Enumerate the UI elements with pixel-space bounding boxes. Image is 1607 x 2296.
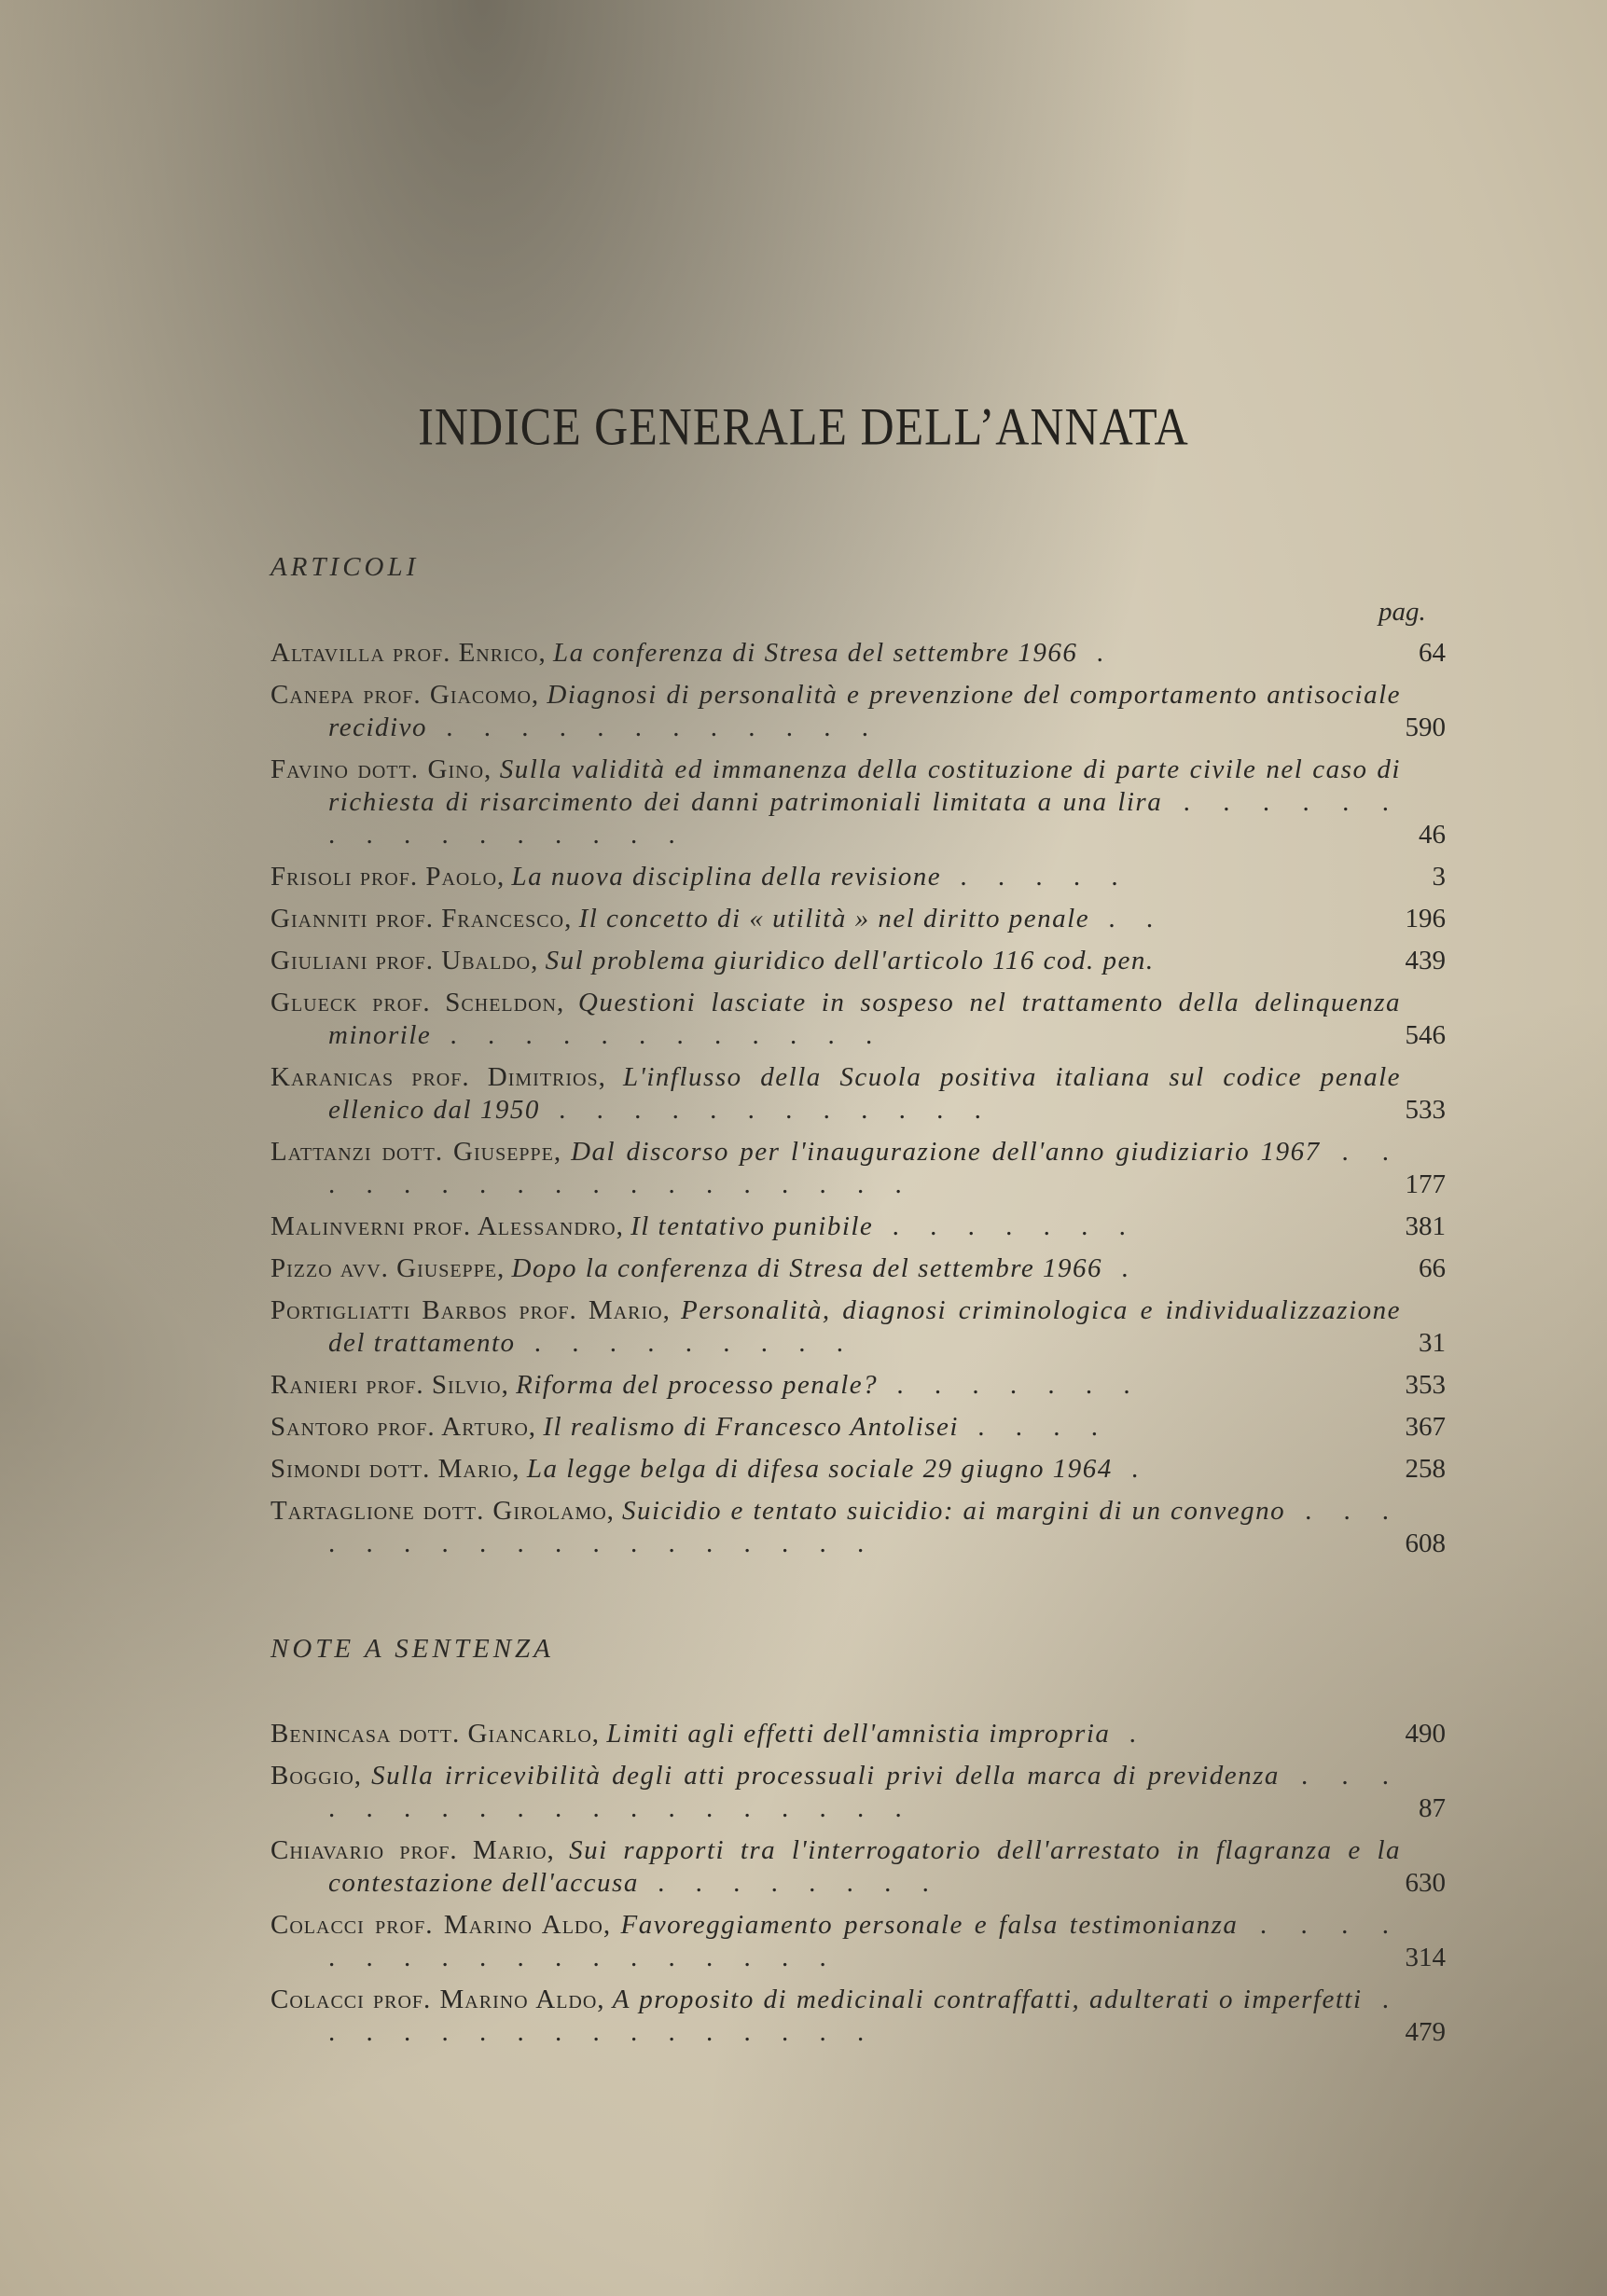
entry-page-number: 66: [1419, 1253, 1446, 1283]
entry-text: [270, 987, 1401, 1052]
entry-page-number: 608: [1405, 1528, 1446, 1558]
entry-text: [270, 1294, 1401, 1360]
leader-dots: . . . . . . . . . . . . . . . . . .: [328, 1137, 1402, 1199]
entry-author: Portigliatti Barbos prof. Mario,: [270, 1295, 671, 1325]
entry-text: [270, 637, 1401, 670]
leader-dots: . . . . . . .: [873, 1211, 1138, 1241]
entry-page-number: 490: [1405, 1719, 1446, 1749]
entry-page-number: 533: [1405, 1095, 1446, 1125]
note-a-sentenza-list: [270, 1718, 1446, 2058]
entry-author: Giuliani prof. Ubaldo,: [270, 946, 539, 975]
index-entry: [270, 945, 1446, 977]
entry-text: [270, 1411, 1401, 1444]
entry-page-number: 353: [1405, 1370, 1446, 1400]
entry-text: [270, 1984, 1401, 2049]
leader-dots: . . . . . . .: [878, 1370, 1143, 1400]
entry-author: Gianniti prof. Francesco,: [270, 904, 573, 934]
entry-page-number: 196: [1405, 904, 1446, 934]
entry-text: [270, 1252, 1401, 1285]
entry-title: A proposito di medicinali contraffatti, adulterati o imperfetti: [612, 1985, 1363, 2014]
leader-dots: . .: [1089, 904, 1166, 934]
index-entry: [270, 1411, 1446, 1444]
entry-author: Colacci prof. Marino Aldo,: [270, 1910, 612, 1940]
entry-page-number: 630: [1405, 1868, 1446, 1898]
entry-author: Pizzo avv. Giuseppe,: [270, 1253, 506, 1283]
section-heading-articoli: ARTICOLI: [270, 552, 420, 582]
entry-title: Questioni lasciate in sospeso nel trattamento della delinquenza minorile: [328, 988, 1401, 1050]
entry-title: Il concetto di « utilità » nel diritto penale: [578, 904, 1090, 934]
entry-text: [270, 1834, 1401, 1900]
entry-page-number: 64: [1419, 638, 1446, 668]
entry-title: Riforma del processo penale?: [516, 1370, 879, 1400]
leader-dots: . . . . . . . . . . . . . . . . . .: [328, 1496, 1401, 1558]
entry-title: Sulla validità ed immanenza della costituzione di parte civile nel caso di richiesta di risarcimento dei danni patrimoniali limitata a una lira: [328, 754, 1401, 817]
entry-page-number: 479: [1405, 2017, 1446, 2047]
index-entry: [270, 1061, 1446, 1127]
entry-author: Glueck prof. Scheldon,: [270, 988, 565, 1017]
entry-text: [270, 1760, 1401, 1825]
entry-text: [270, 1453, 1401, 1486]
entry-text: [270, 1210, 1401, 1243]
entry-title: Il tentativo punibile: [630, 1211, 874, 1241]
leader-dots: .: [1077, 638, 1115, 668]
entry-text: [270, 1718, 1401, 1750]
leader-dots: .: [1112, 1454, 1151, 1484]
entry-page-number: 367: [1405, 1412, 1446, 1442]
leader-dots: . . . . .: [941, 862, 1130, 892]
entry-author: Colacci prof. Marino Aldo,: [270, 1985, 605, 2014]
articoli-list: [270, 637, 1446, 1570]
entry-page-number: 314: [1405, 1943, 1446, 1972]
entry-text: [270, 1495, 1401, 1560]
entry-author: Chiavario prof. Mario,: [270, 1835, 555, 1865]
entry-page-number: 31: [1419, 1328, 1446, 1358]
entry-title: Limiti agli effetti dell'amnistia impropria: [606, 1719, 1111, 1749]
leader-dots: .: [1110, 1719, 1148, 1749]
entry-author: Canepa prof. Giacomo,: [270, 680, 540, 710]
entry-author: Simondi dott. Mario,: [270, 1454, 520, 1484]
index-entry: [270, 861, 1446, 893]
leader-dots: . . . . . . . .: [638, 1868, 941, 1898]
entry-page-number: 3: [1432, 862, 1446, 892]
leader-dots: . . . . . . . . . . . . . . . .: [328, 1985, 1402, 2047]
entry-author: Favino dott. Gino,: [270, 754, 492, 784]
index-entry: [270, 1369, 1446, 1402]
entry-author: Boggio,: [270, 1761, 363, 1791]
leader-dots: . . . .: [958, 1412, 1110, 1442]
entry-page-number: 439: [1405, 946, 1446, 975]
entry-text: [270, 1061, 1401, 1127]
index-entry: [270, 1495, 1446, 1560]
section-heading-note-a-sentenza: NOTE A SENTENZA: [270, 1634, 554, 1664]
leader-dots: . . . . . . . . .: [515, 1328, 856, 1358]
entry-page-number: 258: [1405, 1454, 1446, 1484]
entry-title: Sulla irricevibilità degli atti processuali privi della marca di previdenza: [371, 1761, 1280, 1791]
leader-dots: . . . . . . . . . . . .: [426, 712, 880, 742]
entry-text: [270, 679, 1401, 744]
entry-text: [270, 945, 1401, 977]
entry-page-number: 87: [1419, 1793, 1446, 1823]
entry-page-number: 46: [1419, 820, 1446, 850]
entry-title: La conferenza di Stresa del settembre 1966: [553, 638, 1078, 668]
entry-title: Il realismo di Francesco Antolisei: [543, 1412, 959, 1442]
leader-dots: . . . . . . . . . . . . . . . . . . .: [328, 1761, 1402, 1823]
entry-page-number: 177: [1405, 1169, 1446, 1199]
entry-title: Favoreggiamento personale e falsa testimonianza: [620, 1910, 1239, 1940]
entry-text: [270, 903, 1401, 935]
entry-title: Sui rapporti tra l'interrogatorio dell'arrestato in flagranza e la contestazione dell'accusa: [328, 1835, 1402, 1898]
entry-title: Diagnosi di personalità e prevenzione del comportamento antisociale recidivo: [328, 680, 1402, 742]
index-entry: [270, 1294, 1446, 1360]
entry-title: Dopo la conferenza di Stresa del settembre 1966: [511, 1253, 1103, 1283]
entry-title: L'influsso della Scuola positiva italiana sul codice penale ellenico dal 1950: [328, 1062, 1401, 1125]
entry-author: Frisoli prof. Paolo,: [270, 862, 506, 892]
index-entry: [270, 1252, 1446, 1285]
index-entry: [270, 679, 1446, 744]
entry-author: Tartaglione dott. Girolamo,: [270, 1496, 615, 1526]
entry-title: Sul problema giuridico dell'articolo 116 cod. pen.: [545, 946, 1155, 975]
index-entry: [270, 637, 1446, 670]
index-entry: [270, 1984, 1446, 2049]
leader-dots: . . . . . . . . . . . . . . . . . .: [328, 1910, 1402, 1972]
entry-text: [270, 1909, 1401, 1974]
index-entry: [270, 1210, 1446, 1243]
index-entry: [270, 1909, 1446, 1974]
entry-page-number: 590: [1405, 712, 1446, 742]
entry-title: La legge belga di difesa sociale 29 giugno 1964: [526, 1454, 1113, 1484]
entry-page-number: 381: [1405, 1211, 1446, 1241]
entry-author: Santoro prof. Arturo,: [270, 1412, 537, 1442]
entry-author: Karanicas prof. Dimitrios,: [270, 1062, 606, 1092]
index-entry: [270, 903, 1446, 935]
entry-author: Altavilla prof. Enrico,: [270, 638, 547, 668]
leader-dots: . . . . . . . . . . . .: [431, 1020, 885, 1050]
page-column-label: pag.: [1378, 597, 1426, 627]
entry-author: Ranieri prof. Silvio,: [270, 1370, 509, 1400]
entry-page-number: 546: [1405, 1020, 1446, 1050]
entry-title: La nuova disciplina della revisione: [511, 862, 942, 892]
entry-author: Lattanzi dott. Giuseppe,: [270, 1137, 562, 1167]
entry-text: [270, 1136, 1401, 1201]
entry-author: Benincasa dott. Giancarlo,: [270, 1719, 601, 1749]
entry-title: Dal discorso per l'inaugurazione dell'anno giudiziario 1967: [571, 1137, 1321, 1167]
leader-dots: .: [1102, 1253, 1141, 1283]
entry-text: [270, 1369, 1401, 1402]
entry-title: Suicidio e tentato suicidio: ai margini di un convegno: [621, 1496, 1286, 1526]
entry-author: Malinverni prof. Alessandro,: [270, 1211, 624, 1241]
entry-title: Personalità, diagnosi criminologica e individualizzazione del trattamento: [328, 1295, 1402, 1358]
index-entry: [270, 1453, 1446, 1486]
page-title: INDICE GENERALE DELL’ANNATA: [418, 395, 1189, 457]
entry-text: [270, 754, 1401, 851]
index-entry: [270, 1760, 1446, 1825]
leader-dots: . . . . . . . . . . . .: [539, 1095, 993, 1125]
leader-dots: . . . . . . . . . . . . . . . .: [328, 787, 1402, 850]
index-entry: [270, 987, 1446, 1052]
index-entry: [270, 1834, 1446, 1900]
index-entry: [270, 1136, 1446, 1201]
index-entry: [270, 754, 1446, 851]
index-entry: [270, 1718, 1446, 1750]
entry-text: [270, 861, 1401, 893]
